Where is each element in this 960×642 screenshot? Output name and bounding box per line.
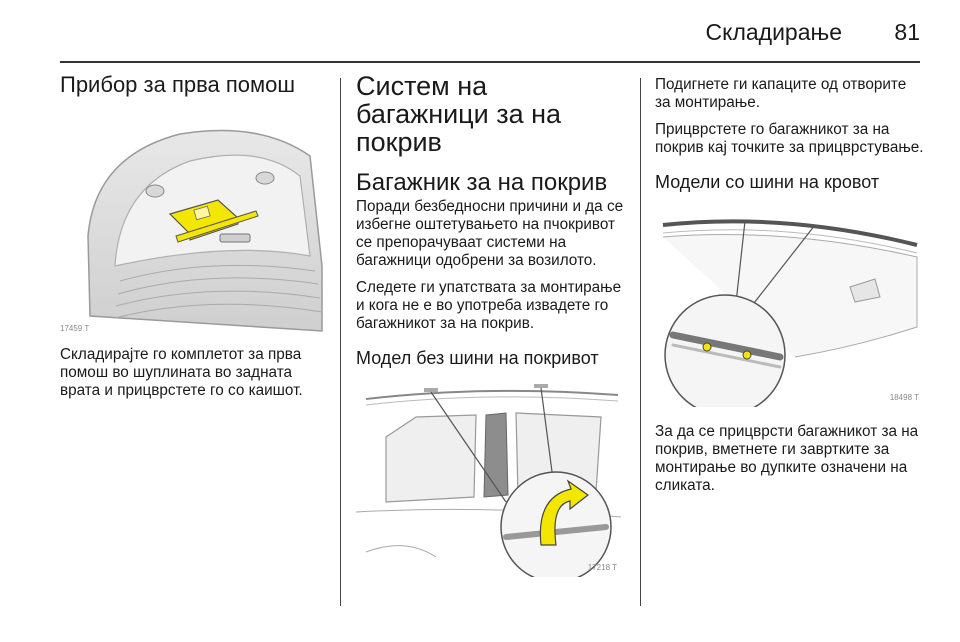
model-without-rails-heading: Модел без шини на покривот [356, 348, 599, 368]
attach-rack-paragraph: Прицврстете го багажникот за на покрив кај точките за прицврстување. [655, 121, 924, 156]
first-aid-paragraph: Складирајте го комплетот за прва помош во шуплината во задната врата и прицврстете го со каишот. [60, 346, 303, 399]
page-header [0, 0, 960, 60]
page-number: 81 [894, 19, 920, 45]
mounting-covers-paragraph: Подигнете ги капаците од отворите за монтирање. [655, 76, 907, 111]
middle-column [356, 72, 626, 577]
insert-bolts-paragraph: За да се прицврсти багажникот за на покрив, вметнете ги завртките за монтирање во дупките означени на сликата. [655, 423, 919, 494]
model-with-rails-figure [655, 207, 925, 407]
header-title: Складирање [705, 19, 842, 45]
roof-rack-paragraph-2: Следете ги упатствата за монтирање и кога не е во употреба извадете го багажникот за на покрив. [356, 279, 622, 332]
left-column [60, 72, 325, 409]
roof-rack-paragraph-1: Поради безбедносни причини и да се избегне оштетувањето на пчокривот се препорачуваат системи на багажници одобрени за возилото. [356, 198, 624, 269]
figure-code-middle: 17218 T [587, 563, 617, 572]
roof-mounting-cover-illustration [356, 377, 621, 577]
header-rule [60, 61, 920, 63]
first-aid-heading: Прибор за прва помош [60, 72, 296, 97]
first-aid-kit-illustration [60, 116, 325, 336]
model-without-rails-figure [356, 377, 621, 577]
first-aid-kit-figure [60, 116, 325, 336]
figure-code: 17459 T [60, 324, 90, 333]
roof-rails-illustration [655, 207, 925, 407]
right-column [655, 72, 925, 504]
column-divider-left [340, 78, 341, 606]
roof-rack-system-heading: Систем на багажници за на покрив [356, 71, 562, 157]
model-with-rails-heading: Модели со шини на кровот [655, 172, 880, 192]
column-divider-right [640, 78, 641, 606]
figure-code-right: 18498 T [889, 393, 919, 402]
roof-rack-subheading: Багажник за на покрив [356, 169, 608, 196]
